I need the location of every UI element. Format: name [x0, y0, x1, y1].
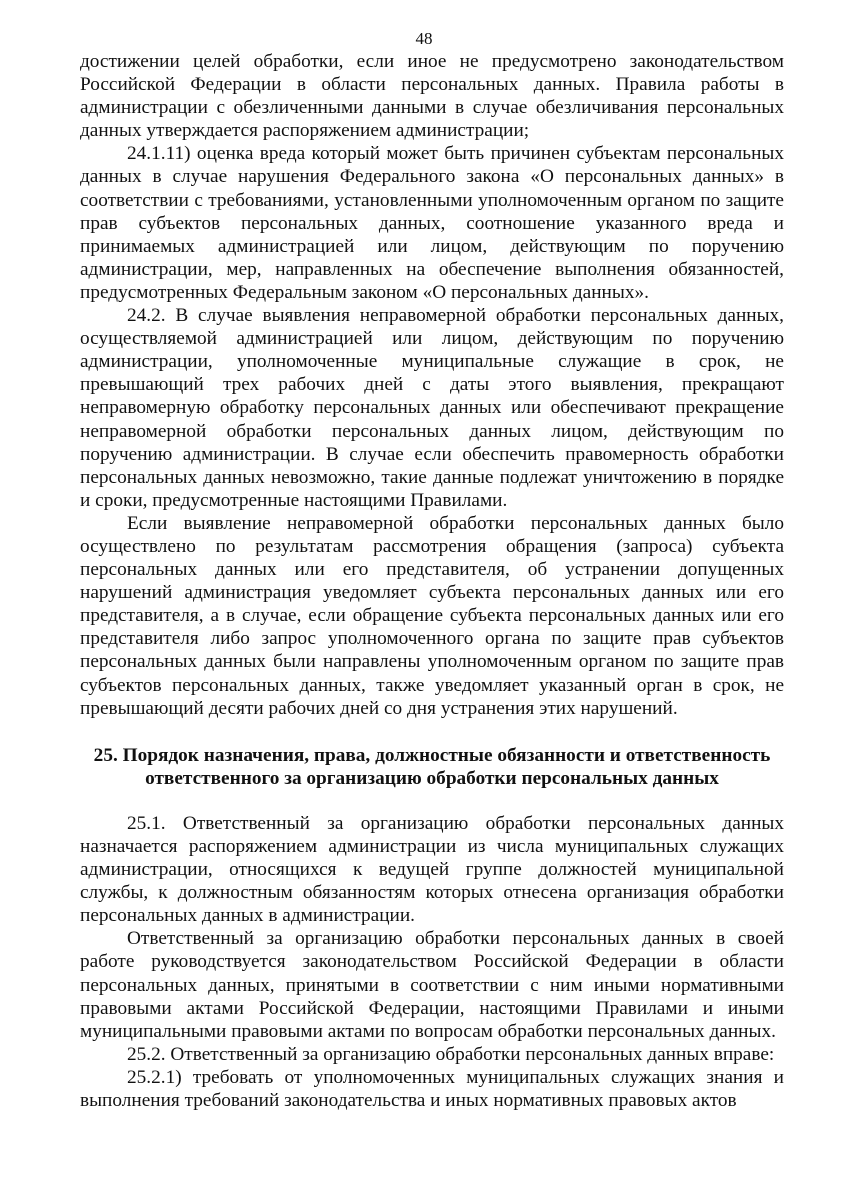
page-number: 48	[415, 29, 433, 48]
paragraph-25-2-1: 25.2.1) требовать от уполномоченных муниципальных служащих знания и выполнения требований законодательства и иных нормативных правовых актов	[80, 1066, 784, 1112]
paragraph-25-1: 25.1. Ответственный за организацию обработки персональных данных назначается распоряжением администрации из числа муниципальных служащих администрации, относящихся к ведущей группе должностей муниципальной службы, к должностным обязанностям которых отнесена организация обработки персональных данных в администрации.	[80, 812, 784, 927]
paragraph-24-2: 24.2. В случае выявления неправомерной обработки персональных данных, осуществляемой администрацией или лицом, действующим по поручению администрации, уполномоченные муниципальные служащие в срок, не превышающий трех рабочих дней с даты этого выявления, прекращают неправомерную обработку персональных данных или обеспечивают прекращение неправомерной обработки персональных данных лицом, действующим по поручению администрации. В случае если обеспечить правомерность обработки персональных данных невозможно, такие данные подлежат уничтожению в порядке и сроки, предусмотренные настоящими Правилами.	[80, 305, 784, 511]
document-body	[80, 50, 784, 1112]
paragraph-responsible-guidance: Ответственный за организацию обработки персональных данных в своей работе руководствуется законодательством Российской Федерации в области персональных данных, принятыми в соответствии с ним иными нормативными правовыми актами Российской Федерации, настоящими Правилами и иными муниципальными правовыми актами по вопросам обработки персональных данных.	[80, 928, 784, 1042]
paragraph-25-2: 25.2. Ответственный за организацию обработки персональных данных вправе:	[127, 1043, 775, 1065]
paragraph-24-1-11: 24.1.11) оценка вреда который может быть причинен субъектам персональных данных в случае нарушения Федерального закона «О персональных данных» в соответствии с требованиями, установленными уполномоченным органом по защите прав субъектов персональных данных, соотношение указанного вреда и принимаемых администрацией или лицом, действующим по поручению администрации, мер, направленных на обеспечение выполнения обязанностей, предусмотренных Федеральным законом «О персональных данных».	[80, 143, 784, 303]
paragraph-unlawful-processing-notice: Если выявление неправомерной обработки персональных данных было осуществлено по результатам рассмотрения обращения (запроса) субъекта персональных данных или его представителя, об устранении допущенных нарушений администрация уведомляет субъекта персональных данных или его представителя, а в случае, если обращение субъекта персональных данных или его представителя либо запрос уполномоченного органа по защите прав субъектов персональных данных были направлены уполномоченным органом по защите прав субъектов персональных данных, также уведомляет указанный орган в срок, не превышающий десяти рабочих дней со дня устранения этих нарушений.	[80, 512, 784, 719]
paragraph-continuation: достижении целей обработки, если иное не предусмотрено законодательством Российской Федерации в области персональных данных. Правила работы в администрации с обезличенными данными в случае обезличивания персональных данных утверждается распоряжением администрации;	[80, 51, 784, 142]
section-heading-25: 25. Порядок назначения, права, должностные обязанности и ответственность ответственного за организацию обработки персональных данных	[93, 744, 771, 789]
